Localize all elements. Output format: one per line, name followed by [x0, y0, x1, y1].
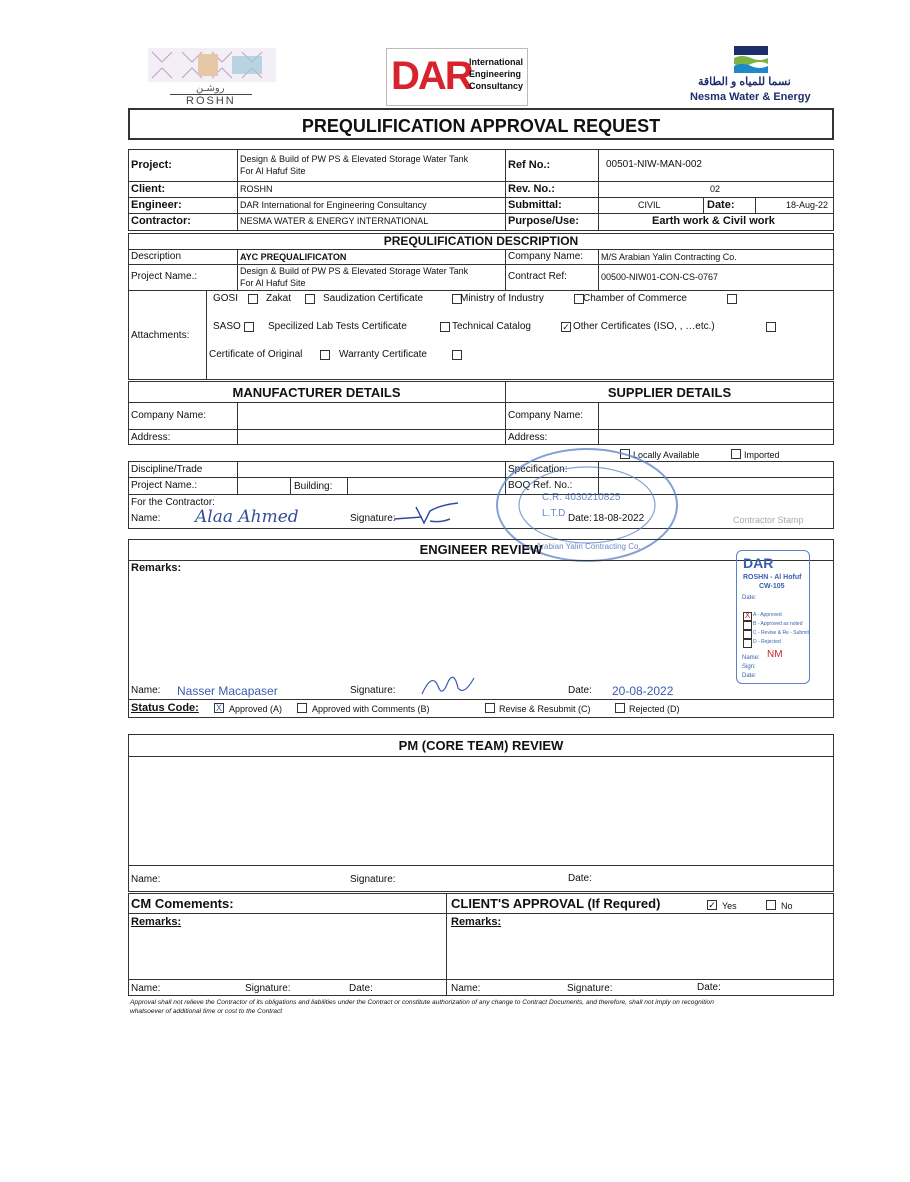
rev-value: 02	[710, 184, 721, 194]
dar-stamp-c: C - Revise & Re - Submit	[753, 630, 809, 636]
engineer-review-heading: ENGINEER REVIEW	[419, 542, 543, 557]
att-saso-checkbox[interactable]	[244, 322, 254, 332]
engineer-date-value: 20-08-2022	[612, 684, 674, 698]
status-code-label: Status Code:	[131, 702, 199, 714]
client-no-checkbox[interactable]	[766, 900, 776, 910]
engineer-name-label: Name:	[131, 685, 161, 696]
att-other-label: Other Certificates (ISO, , …etc.)	[573, 321, 715, 332]
desc-company-value: M/S Arabian Yalin Contracting Co.	[601, 252, 737, 262]
form-title: PREQULIFICATION APPROVAL REQUEST	[301, 116, 661, 136]
client-approval-heading: CLIENT'S APPROVAL (If Requred)	[451, 896, 661, 911]
nesma-wordmark: Nesma Water & Energy	[690, 91, 811, 103]
cm-name-label: Name:	[131, 983, 161, 994]
engineer-label: Engineer:	[131, 199, 182, 211]
att-warranty-checkbox[interactable]	[452, 350, 462, 360]
nesma-arabic: نسما للمياه و الطاقة	[698, 76, 791, 88]
client-yes-label: Yes	[722, 901, 737, 911]
dar-tag-3: Consultancy	[469, 81, 524, 91]
pm-date-label: Date:	[568, 873, 592, 884]
status-rejected-label: Rejected (D)	[629, 704, 680, 714]
att-technical-label: Technical Catalog	[452, 321, 531, 332]
att-zakat-checkbox[interactable]	[305, 294, 315, 304]
contractor-label: Contractor:	[131, 215, 191, 227]
attachments-label: Attachments:	[131, 330, 190, 341]
engineer-name-value: Nasser Macapaser	[177, 684, 278, 698]
att-lab-label: Specilized Lab Tests Certificate	[268, 321, 407, 332]
dar-stamp-b: B - Approved as noted	[753, 621, 803, 627]
form-title-box	[128, 108, 834, 140]
dar-stamp-line1: ROSHN - Al Hofuf	[743, 574, 802, 581]
desc-company-label: Company Name:	[508, 251, 584, 262]
att-gosi-checkbox[interactable]	[248, 294, 258, 304]
desc-projname-value-2: For Al Hafuf Site	[240, 278, 306, 288]
date-label: Date:	[707, 199, 735, 211]
att-technical-checkbox[interactable]	[766, 322, 776, 332]
footer-disclaimer-line2: whatsoever of additional time or cost to the Contract	[130, 1008, 283, 1015]
engineer-signature-icon	[418, 668, 478, 702]
date-value: 18-Aug-22	[786, 200, 829, 210]
contractor-signature-label: Signature:	[350, 513, 396, 524]
submittal-label: Submittal:	[508, 199, 562, 211]
stamp-ring-text: Arabian Yalin Contracting Co.	[536, 542, 641, 551]
contractor-signature-icon	[392, 501, 462, 529]
discipline-label: Discipline/Trade	[131, 464, 203, 475]
submittal-value: CIVIL	[638, 200, 661, 210]
engineer-signature-label: Signature:	[350, 685, 396, 696]
cm-heading: CM Comements:	[131, 896, 234, 911]
dar-stamp-box-a: X	[744, 611, 751, 620]
client-label: Client:	[131, 183, 166, 195]
att-original-label: Certificate of Original	[209, 349, 303, 360]
status-rejected-checkbox[interactable]	[615, 703, 625, 713]
dar-tag-1: International	[469, 57, 524, 67]
contractor-name-label: Name:	[131, 513, 161, 524]
dar-stamp-initials: NM	[767, 649, 783, 660]
purpose-value: Earth work & Civil work	[652, 215, 775, 227]
roshn-pattern-icon	[148, 48, 276, 84]
att-saudization-label: Saudization Certificate	[323, 293, 424, 304]
nesma-wave-icon	[734, 46, 768, 74]
imported-label: Imported	[744, 450, 780, 460]
dar-wordmark: DAR	[391, 54, 472, 98]
contractor-name-value: Alaa Ahmed	[195, 507, 299, 527]
disc-projname-label: Project Name.:	[131, 480, 198, 491]
pm-signature-label: Signature:	[350, 874, 396, 885]
desc-projname-value-1: Design & Build of PW PS & Elevated Storage Water Tank	[240, 266, 469, 276]
att-chamber-label: Chamber of Commerce	[583, 293, 687, 304]
mfr-company-label: Company Name:	[131, 410, 207, 421]
att-original-checkbox[interactable]	[320, 350, 330, 360]
att-other-checkbox[interactable]: ✓	[562, 322, 570, 332]
sup-address-label: Address:	[508, 432, 548, 443]
engineer-date-label: Date:	[568, 685, 592, 696]
dar-stamp-box-d	[743, 639, 752, 648]
for-contractor-label: For the Contractor:	[131, 497, 215, 508]
dar-stamp-box-b	[743, 621, 752, 630]
att-zakat-label: Zakat	[266, 293, 292, 304]
stamp-ltd: L.T.D	[542, 508, 566, 519]
purpose-label: Purpose/Use:	[508, 215, 579, 227]
att-saso-label: SASO	[213, 321, 241, 332]
desc-projname-label: Project Name.:	[131, 271, 198, 282]
desc-contract-value: 00500-NIW01-CON-CS-0767	[601, 272, 719, 282]
att-gosi-label: GOSI	[213, 293, 239, 304]
att-ministry-label: Ministry of Industry	[460, 293, 544, 304]
client-no-label: No	[781, 901, 793, 911]
roshn-arabic: روشـن	[196, 83, 225, 94]
dar-stamp-title: DAR	[743, 555, 774, 571]
status-approved-comments-label: Approved with Comments (B)	[312, 704, 430, 714]
desc-label: Description	[131, 251, 182, 262]
locally-available-label: Locally Available	[633, 450, 700, 460]
supplier-heading: SUPPLIER DETAILS	[607, 385, 732, 400]
pm-name-label: Name:	[131, 874, 161, 885]
contractor-date-value: 18-08-2022	[593, 513, 645, 524]
building-label: Building:	[294, 481, 333, 492]
cm-signature-label: Signature:	[245, 983, 291, 994]
stamp-cr: C.R. 4030210825	[542, 492, 621, 503]
contractor-value: NESMA WATER & ENERGY INTERNATIONAL	[240, 216, 429, 226]
dar-stamp-name: Name:	[742, 655, 760, 661]
client-value: ROSHN	[240, 184, 273, 194]
att-lab-checkbox[interactable]	[440, 322, 450, 332]
dar-stamp-sign: Sign:	[742, 664, 756, 670]
client-date-label: Date:	[697, 982, 721, 993]
cm-date-label: Date:	[349, 983, 373, 994]
pm-review-box	[128, 734, 834, 892]
dar-stamp-date2: Date:	[742, 673, 757, 679]
dar-stamp-line2: CW-105	[759, 583, 785, 590]
client-name-label: Name:	[451, 983, 481, 994]
client-signature-label: Signature:	[567, 983, 613, 994]
client-yes-checkbox[interactable]: ✓	[708, 900, 716, 910]
cm-remarks-label: Remarks:	[131, 916, 182, 928]
description-heading: PREQULIFICATION DESCRIPTION	[383, 234, 579, 248]
contractor-date-label: Date:	[568, 513, 592, 524]
dar-stamp-d: D - Rejected	[753, 639, 781, 645]
status-approved-checkbox[interactable]: X	[215, 703, 222, 713]
rev-label: Rev. No.:	[508, 183, 555, 195]
att-chamber-checkbox[interactable]	[727, 294, 737, 304]
roshn-wordmark: ROSHN	[170, 94, 252, 107]
mfr-address-label: Address:	[131, 432, 171, 443]
dar-logo	[386, 48, 528, 106]
specification-label: Specification:	[508, 464, 568, 475]
dar-stamp-a: A - Approved	[753, 612, 782, 618]
ref-value: 00501-NIW-MAN-002	[606, 159, 702, 170]
dar-stamp-box-c	[743, 630, 752, 639]
desc-value: AYC PREQUALIFICATON	[240, 252, 347, 262]
manufacturer-heading: MANUFACTURER DETAILS	[232, 385, 401, 400]
dar-tag-2: Engineering	[469, 69, 522, 79]
ref-label: Ref No.:	[508, 159, 551, 171]
engineer-value: DAR International for Engineering Consultancy	[240, 200, 427, 210]
desc-contract-label: Contract Ref:	[508, 271, 567, 282]
boq-label: BOQ Ref. No.:	[508, 480, 573, 491]
engineer-remarks-label: Remarks:	[131, 562, 182, 574]
status-approved-label: Approved (A)	[229, 704, 283, 714]
roshn-logo	[148, 48, 276, 106]
imported-checkbox[interactable]	[731, 449, 741, 459]
contractor-stamp-label: Contractor Stamp	[733, 515, 804, 525]
nesma-logo	[690, 46, 820, 106]
project-value-1: Design & Build of PW PS & Elevated Storage Water Tank	[240, 154, 469, 164]
footer-disclaimer-line1: Approval shall not relieve the Contractor of its obligations and liabilities under the Contract or constitute authorization of any change to Contract Documents, and therefore, shall not imply on recognition	[130, 999, 714, 1006]
status-approved-comments-checkbox[interactable]	[297, 703, 307, 713]
dar-stamp-date: Date:	[742, 595, 757, 601]
status-revise-label: Revise & Resubmit (C)	[499, 704, 591, 714]
dar-approval-stamp	[736, 550, 810, 684]
att-warranty-label: Warranty Certificate	[339, 349, 427, 360]
status-revise-checkbox[interactable]	[485, 703, 495, 713]
client-remarks-label: Remarks:	[451, 916, 502, 928]
project-label: Project:	[131, 159, 172, 171]
project-value-2: For Al Hafuf Site	[240, 166, 306, 176]
sup-company-label: Company Name:	[508, 410, 584, 421]
pm-review-heading: PM (CORE TEAM) REVIEW	[398, 738, 564, 753]
